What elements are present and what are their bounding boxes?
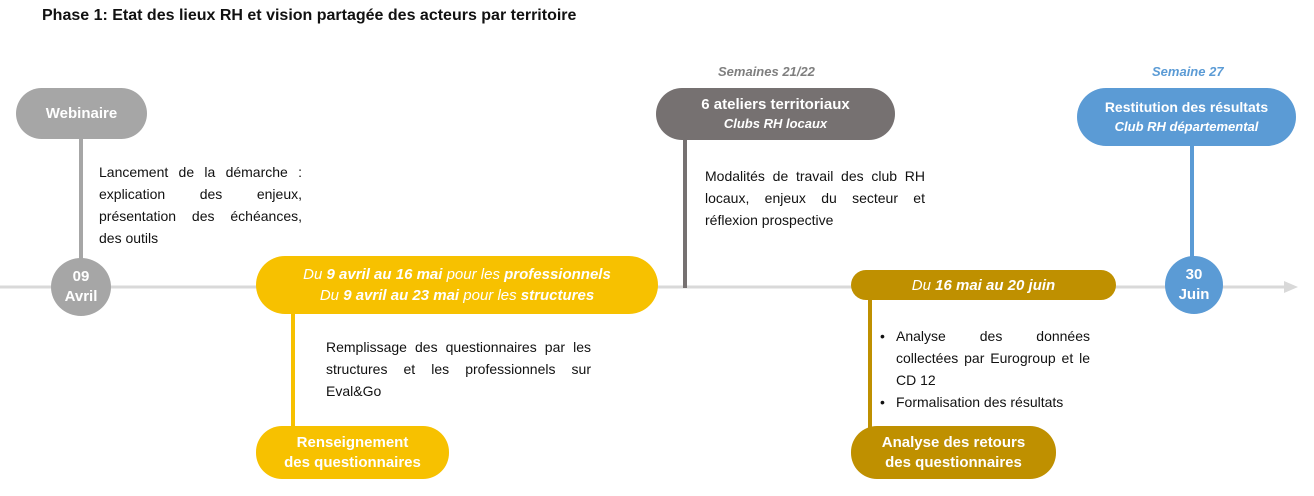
period-text: Du — [303, 266, 327, 283]
questionnaires-label-line1: Renseignement — [296, 433, 409, 451]
questionnaires-period-line1 — [303, 264, 611, 285]
period-dates: 9 avril au 23 mai — [343, 287, 460, 304]
questionnaires-description: Remplissage des questionnaires par les structures et les professionnels sur Eval&Go — [326, 339, 591, 399]
questionnaires-label-pill — [256, 426, 449, 479]
timeline-arrowhead — [1284, 281, 1298, 293]
questionnaires-period-pill — [256, 256, 658, 314]
ateliers-connector — [683, 136, 687, 288]
analyse-period-pill — [851, 270, 1116, 300]
webinaire-description: Lancement de la démarche : explication des enjeux, présentation des échéances, des outils — [99, 164, 302, 246]
analyse-bullet: • Formalisation des résultats — [878, 391, 1090, 413]
questionnaires-period-line2 — [320, 285, 594, 306]
analyse-label-pill — [851, 426, 1056, 479]
period-text: Du — [911, 276, 936, 294]
webinaire-pill — [16, 88, 147, 139]
questionnaires-connector — [291, 312, 295, 430]
period-audience: structures — [520, 287, 595, 304]
period-text: Du — [319, 287, 344, 304]
restitution-weeks: Semaine 27 — [1152, 64, 1224, 79]
analyse-connector — [868, 296, 872, 430]
restitution-date — [1165, 256, 1223, 314]
page-title: Phase 1: Etat des lieux RH et vision partagée des acteurs par territoire — [42, 7, 577, 24]
period-audience: professionnels — [504, 266, 611, 283]
webinaire-label: Webinaire — [45, 105, 118, 122]
restitution-connector — [1190, 140, 1194, 264]
period-text: pour les — [442, 266, 505, 283]
ateliers-pill — [656, 88, 895, 140]
restitution-subtitle: Club RH départemental — [1114, 119, 1259, 134]
ateliers-title: 6 ateliers territoriaux — [701, 96, 850, 113]
analyse-bullet: • Analyse des données collectées par Eurogroup et le CD 12 — [878, 325, 1090, 391]
analyse-label-line2: des questionnaires — [885, 453, 1022, 471]
analyse-label-line1: Analyse des retours — [881, 433, 1026, 451]
webinaire-date — [51, 258, 111, 316]
ateliers-subtitle: Clubs RH locaux — [723, 116, 828, 131]
questionnaires-label-line2: des questionnaires — [284, 453, 421, 471]
restitution-pill — [1077, 88, 1296, 146]
webinaire-date-month: Avril — [64, 288, 98, 305]
restitution-date-month: Juin — [1178, 286, 1210, 303]
period-text: pour les — [459, 287, 521, 304]
period-dates: 9 avril au 16 mai — [326, 266, 443, 283]
restitution-title: Restitution des résultats — [1104, 99, 1269, 115]
restitution-date-day: 30 — [1185, 266, 1203, 283]
period-dates: 16 mai au 20 juin — [935, 276, 1056, 294]
webinaire-connector — [79, 136, 83, 266]
webinaire-date-day: 09 — [72, 268, 90, 285]
ateliers-description: Modalités de travail des club RH locaux, enjeux du secteur et réflexion prospective — [705, 168, 925, 228]
analyse-bullets — [878, 325, 1090, 413]
analyse-period — [912, 277, 1055, 294]
ateliers-weeks: Semaines 21/22 — [718, 64, 815, 79]
